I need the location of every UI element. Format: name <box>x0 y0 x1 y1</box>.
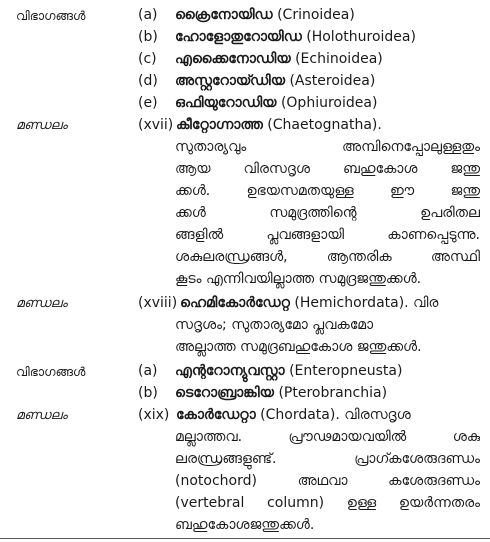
taxon-name: എക്കൈനോഡിയ <box>175 51 291 67</box>
scientific-name: (Chaetognatha). <box>267 117 382 133</box>
item-marker: (a) <box>138 7 158 23</box>
phylum-row <box>0 294 490 316</box>
phylum-row <box>0 406 490 428</box>
taxon-name: ഒഫിയുറോഡിയ <box>175 95 277 111</box>
section-label: വിഭാഗങ്ങൾ <box>16 364 86 379</box>
scientific-name: (Pterobranchia) <box>278 385 388 401</box>
section-label: മണ്ഡലം <box>16 296 68 311</box>
taxon-name: ടെറോബ്രാങ്കിയ <box>175 385 274 401</box>
taxon-name: എന്ററോന്യുവസ്റ്റാ <box>175 363 285 379</box>
taxon-name: ക്രൈനോയിഡ <box>175 7 273 23</box>
description-text: ങ്ങളിൽ പ്ലവങ്ങളായി കാണപ്പെടുന്നു. <box>175 227 480 243</box>
item-marker: (xvii) <box>138 117 174 133</box>
class-row <box>0 50 490 72</box>
phylum-row <box>0 116 490 138</box>
description-text: ക്കൾ. ഉഭയസമതയുള്ള ഈ ജന്തു <box>175 183 480 199</box>
item-marker: (c) <box>138 51 157 67</box>
class-row <box>0 94 490 116</box>
description-text: ബഹുകോശജന്തുക്കൾ. <box>175 517 315 533</box>
taxon-name: ഹോളോതുറോയിഡ <box>175 29 302 45</box>
description-line <box>0 248 490 270</box>
description-line <box>0 138 490 160</box>
description-text: സുതാര്യവും അമ്പിനെപ്പോലുള്ളതും <box>175 139 480 155</box>
description-line <box>0 270 490 292</box>
class-row <box>0 72 490 94</box>
scientific-name: (Holothuroidea) <box>306 29 416 45</box>
taxon-name: ഹെമികോർഡേറ്റ <box>180 295 290 311</box>
taxon-name: കോർഡേറ്റാ <box>176 407 256 423</box>
item-marker: (b) <box>138 385 158 401</box>
class-row <box>0 6 490 28</box>
item-marker: (a) <box>138 363 158 379</box>
description-line <box>0 316 490 338</box>
section-label: മണ്ഡലം <box>16 118 68 133</box>
description-line <box>0 204 490 226</box>
class-row <box>0 28 490 50</box>
description-text: (notochord) അഥവാ കശേരുദണ്ഡം <box>175 473 480 489</box>
scientific-name: (Ophiuroidea) <box>280 95 378 111</box>
description-line <box>0 428 490 450</box>
description-line <box>0 494 490 516</box>
scientific-name: (Hemichordata). വിര <box>294 295 439 311</box>
description-text: ശകുലരന്ധ്രങ്ങൾ, ആന്തരിക അസ്ഥി <box>175 249 480 265</box>
description-text: ആയ വിരസദൃശ ബഹുകോശ ജന്തു <box>175 161 480 177</box>
taxon-name: അസ്റ്ററോയ്ഡിയ <box>175 73 285 89</box>
description-line <box>0 450 490 472</box>
description-line <box>0 226 490 248</box>
scientific-name: (Enteropneusta) <box>289 363 403 379</box>
description-line <box>0 472 490 494</box>
item-marker: (b) <box>138 29 158 45</box>
description-line <box>0 338 490 360</box>
description-line <box>0 182 490 204</box>
scientific-name: (Echinoidea) <box>295 51 383 67</box>
scientific-name: (Crinoidea) <box>277 7 355 23</box>
description-text: അല്ലാത്ത സമുദ്രബഹുകോശ ജന്തുക്കൾ. <box>175 339 422 355</box>
description-text: ലരന്ധ്രങ്ങളുണ്ട്. പ്രാഗ്കശേരുദണ്ഡം <box>175 451 480 467</box>
description-text: കൂടം എന്നിവയില്ലാത്ത സമുദ്രജന്തുക്കൾ. <box>175 271 422 287</box>
bottom-rule <box>0 538 490 539</box>
description-text: (vertebral column) ഉള്ള ഉയർന്നതരം <box>175 495 480 511</box>
description-line <box>0 160 490 182</box>
description-text: സദൃശം; സുതാര്യമോ പ്ലവകമോ <box>175 317 374 333</box>
class-row <box>0 384 490 406</box>
description-line <box>0 516 490 538</box>
section-label: മണ്ഡലം <box>16 408 68 423</box>
scientific-name: (Asteroidea) <box>289 73 376 89</box>
taxon-name: കീറ്റോഗ്നാത്ത <box>176 117 263 133</box>
description-text: ക്കൾ സമുദ്രത്തിന്റെ ഉപരിതല <box>175 205 480 221</box>
item-marker: (xviii) <box>138 295 178 311</box>
item-marker: (xix) <box>138 407 170 423</box>
class-row <box>0 362 490 384</box>
description-text: മല്ലാത്തവ. പ്രൗഢമായവയിൽ ശകു <box>175 429 480 445</box>
section-label: വിഭാഗങ്ങൾ <box>16 8 86 23</box>
item-marker: (d) <box>138 73 158 89</box>
scientific-name: (Chordata). വിരസദൃശ <box>260 407 411 423</box>
item-marker: (e) <box>138 95 158 111</box>
